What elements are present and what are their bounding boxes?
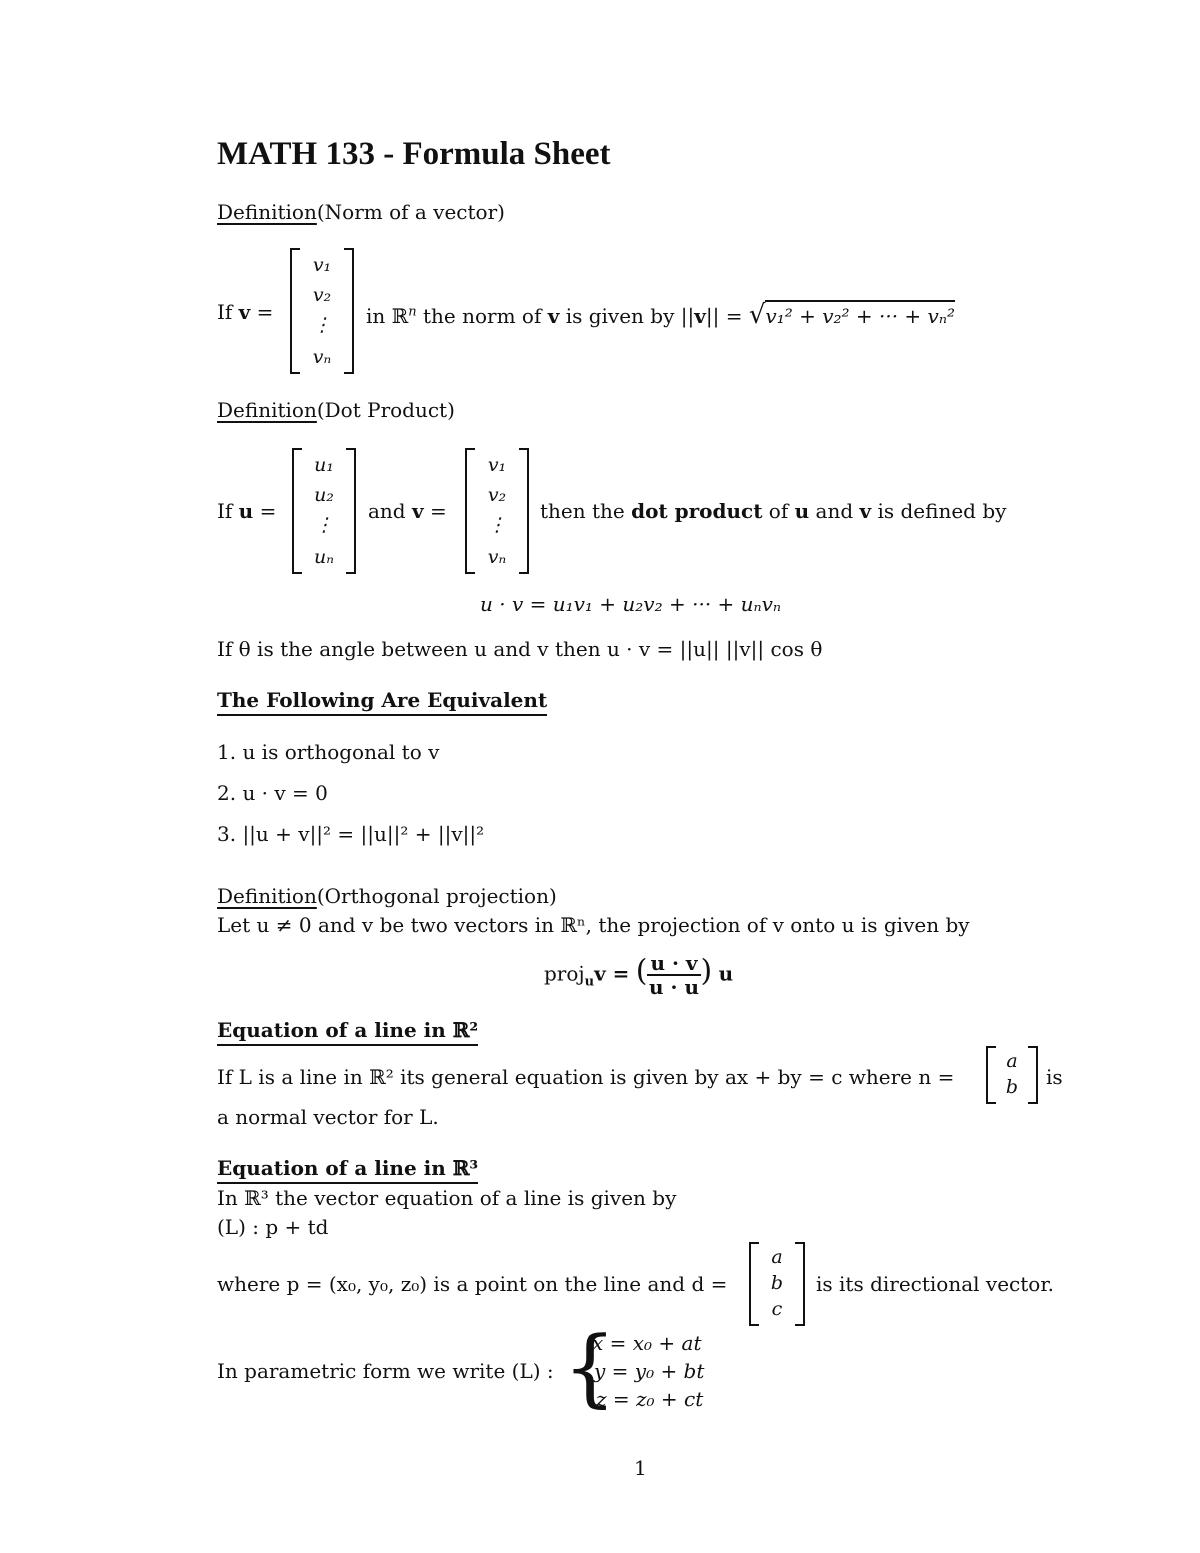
dot-v-matrix [465, 448, 529, 574]
param-equation: y = y₀ + bt [594, 1359, 705, 1383]
norm-vector-symbol: v [238, 300, 251, 324]
proj-subscript: u [584, 974, 595, 990]
dot-and-2: and [815, 499, 854, 523]
left-paren: ( [635, 953, 648, 989]
left-brace: { [563, 1318, 617, 1416]
dot-of: of [768, 499, 789, 523]
proj-numerator: u · v [647, 952, 700, 976]
param-prefix: In parametric form we write (L) : [217, 1359, 554, 1383]
dot-u-matrix [292, 448, 356, 574]
tfae-item: 3. ||u + v||² = ||u||² + ||v||² [217, 822, 485, 846]
norm-text-3: || = [705, 304, 749, 328]
line-r2-heading: Equation of a line in ℝ² [217, 1018, 478, 1046]
norm-n-exponent: n [408, 304, 417, 320]
matrix-entry: a [771, 1246, 783, 1268]
norm-vector-symbol-3: v [694, 304, 706, 328]
line-r3-vector-eq: (L) : p + td [217, 1215, 329, 1239]
sqrt-symbol: √ [748, 300, 766, 330]
norm-prefix [217, 300, 273, 324]
direction-vector-matrix [749, 1242, 805, 1326]
line-r2-is: is [1046, 1065, 1063, 1089]
proj-definition-heading [217, 884, 557, 908]
dot-definition-heading [217, 398, 455, 422]
tfae-item: 2. u · v = 0 [217, 781, 328, 805]
dot-definition-text [540, 499, 1006, 523]
matrix-entry: v₁ [312, 254, 332, 276]
norm-definition-heading [217, 200, 505, 224]
norm-text: the norm of [416, 304, 548, 328]
matrix-entry: u₂ [314, 484, 334, 506]
matrix-entry: ⋮ [314, 514, 334, 536]
matrix-entry: vₙ [487, 546, 507, 568]
matrix-entry: b [1005, 1076, 1019, 1098]
matrix-entry: c [771, 1298, 783, 1320]
tfae-item: 1. u is orthogonal to v [217, 740, 440, 764]
tfae-heading: The Following Are Equivalent [217, 688, 547, 716]
dot-product-formula: u · v = u₁v₁ + u₂v₂ + ··· + uₙvₙ [480, 592, 782, 616]
matrix-entry: a [1006, 1050, 1018, 1072]
norm-statement [366, 300, 955, 330]
norm-vector-matrix [290, 248, 354, 374]
dot-angle-formula: If θ is the angle between u and v then u · v = ||u|| ||v|| cos θ [217, 637, 823, 661]
norm-heading-text: (Norm of a vector) [316, 200, 505, 224]
line-r2-text-2: a normal vector for L. [217, 1105, 439, 1129]
dot-u-symbol-2: u [794, 499, 810, 523]
matrix-entry: ⋮ [312, 314, 332, 336]
norm-if: If [217, 300, 239, 324]
dot-if: If [217, 499, 239, 523]
matrix-entry: b [770, 1272, 784, 1294]
norm-equals: = [250, 300, 274, 324]
dot-prefix [217, 499, 276, 523]
proj-denominator: u · u [649, 975, 699, 999]
dot-u-symbol: u [238, 499, 254, 523]
definition-label: Definition [217, 884, 317, 908]
param-equation: x = x₀ + at [592, 1331, 702, 1355]
dot-equals: = [253, 499, 277, 523]
norm-vector-symbol-2: v [547, 304, 560, 328]
line-r3-text-3: where p = (x₀, y₀, z₀) is a point on the line and d = [217, 1272, 728, 1296]
dot-equals-2: = [423, 499, 447, 523]
proj-heading-text: (Orthogonal projection) [316, 884, 557, 908]
norm-text-2: is given by || [559, 304, 695, 328]
dot-and-v [368, 499, 447, 523]
definition-label: Definition [217, 200, 317, 224]
dot-defined: is defined by [877, 499, 1007, 523]
line-r2-text: If L is a line in ℝ² its general equation is given by ax + by = c where n = [217, 1065, 955, 1089]
dot-then: then the [540, 499, 625, 523]
normal-vector-matrix [986, 1046, 1038, 1104]
matrix-entry: v₂ [312, 284, 332, 306]
proj-v-equals: v = [594, 961, 630, 986]
right-paren: ) [700, 953, 713, 989]
param-equation: z = z₀ + ct [596, 1387, 704, 1411]
line-r3-text-4: is its directional vector. [816, 1272, 1055, 1296]
proj-label: proj [544, 961, 585, 986]
proj-formula [544, 952, 733, 998]
proj-fraction [647, 952, 700, 998]
dot-v-symbol-2: v [859, 499, 872, 523]
dot-heading-text: (Dot Product) [316, 398, 455, 422]
proj-statement: Let u ≠ 0 and v be two vectors in ℝⁿ, the projection of v onto u is given by [217, 913, 970, 937]
norm-in-rn: in ℝ [366, 304, 409, 328]
definition-label: Definition [217, 398, 317, 422]
matrix-entry: uₙ [314, 546, 334, 568]
norm-sqrt-body: v₁² + v₂² + ··· + vₙ² [765, 300, 955, 328]
page-number: 1 [634, 1456, 647, 1480]
page-title: MATH 133 - Formula Sheet [217, 136, 611, 172]
line-r3-text-1: In ℝ³ the vector equation of a line is given by [217, 1186, 677, 1210]
dot-v-symbol: v [411, 499, 424, 523]
matrix-entry: v₂ [487, 484, 507, 506]
dot-and: and [368, 499, 406, 523]
matrix-entry: v₁ [487, 454, 507, 476]
line-r3-heading: Equation of a line in ℝ³ [217, 1156, 478, 1184]
matrix-entry: ⋮ [487, 514, 507, 536]
dot-product-term: dot product [631, 499, 763, 523]
proj-u-symbol: u [718, 961, 734, 986]
matrix-entry: u₁ [314, 454, 334, 476]
matrix-entry: vₙ [312, 346, 332, 368]
